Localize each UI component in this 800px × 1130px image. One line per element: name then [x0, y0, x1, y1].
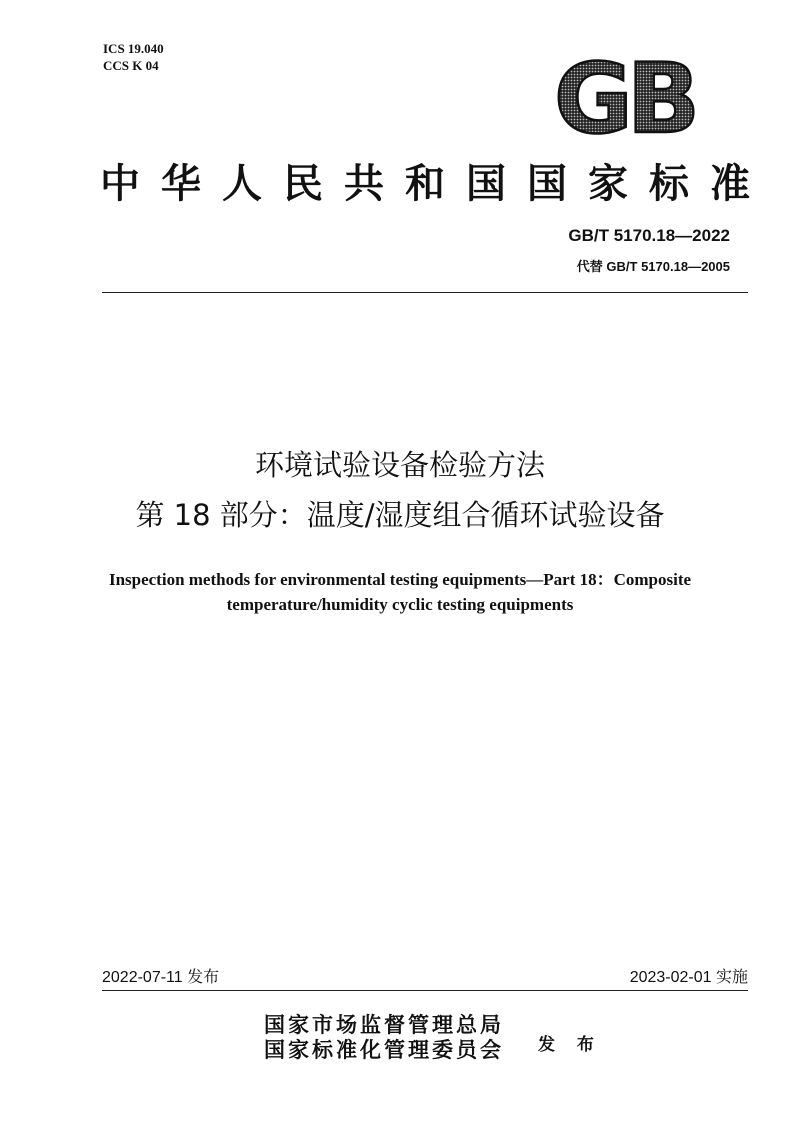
- standard-number: GB/T 5170.18—2022: [568, 226, 730, 245]
- bottom-divider: [102, 990, 748, 991]
- title-char: 国: [466, 161, 506, 207]
- issuer-sac: 国家标准化管理委员会: [264, 1037, 504, 1062]
- publish-label: 发 布: [538, 1035, 602, 1055]
- english-title-line1: Inspection methods for environmental testing equipments—Part 18：Composite: [108, 570, 692, 589]
- title-char: 准: [710, 161, 750, 207]
- title-char: 和: [405, 161, 445, 207]
- english-title: [0, 567, 800, 617]
- title-char: 家: [588, 161, 628, 207]
- english-title-line2: temperature/humidity cyclic testing equipments: [226, 595, 574, 614]
- classification-codes: [103, 40, 164, 74]
- title-char: 民: [283, 161, 323, 207]
- title-char: 共: [344, 161, 384, 207]
- title-char: 国: [527, 161, 567, 207]
- title-char: 中: [100, 161, 140, 207]
- gb-logo-text: GB: [554, 52, 694, 142]
- title-char: 华: [161, 161, 201, 207]
- gb-logo: [540, 52, 708, 142]
- replaces-standard: 代替 GB/T 5170.18—2005: [576, 259, 730, 274]
- title-char: 人: [222, 161, 262, 207]
- chinese-title-line2: 第 18 部分：温度/湿度组合循环试验设备: [135, 498, 665, 532]
- title-char: 标: [649, 161, 689, 207]
- issue-date: 2022-07-11 发布: [102, 969, 220, 986]
- national-standard-title: [100, 160, 750, 208]
- top-divider: [102, 292, 748, 293]
- ics-code: ICS 19.040: [103, 41, 164, 56]
- ccs-code: CCS K 04: [103, 58, 159, 73]
- chinese-title-line1: 环境试验设备检验方法: [254, 448, 545, 482]
- issuing-authorities: [264, 1012, 504, 1062]
- issuer-samr: 国家市场监督管理总局: [264, 1012, 504, 1037]
- implementation-date: 2023-02-01 实施: [629, 969, 748, 986]
